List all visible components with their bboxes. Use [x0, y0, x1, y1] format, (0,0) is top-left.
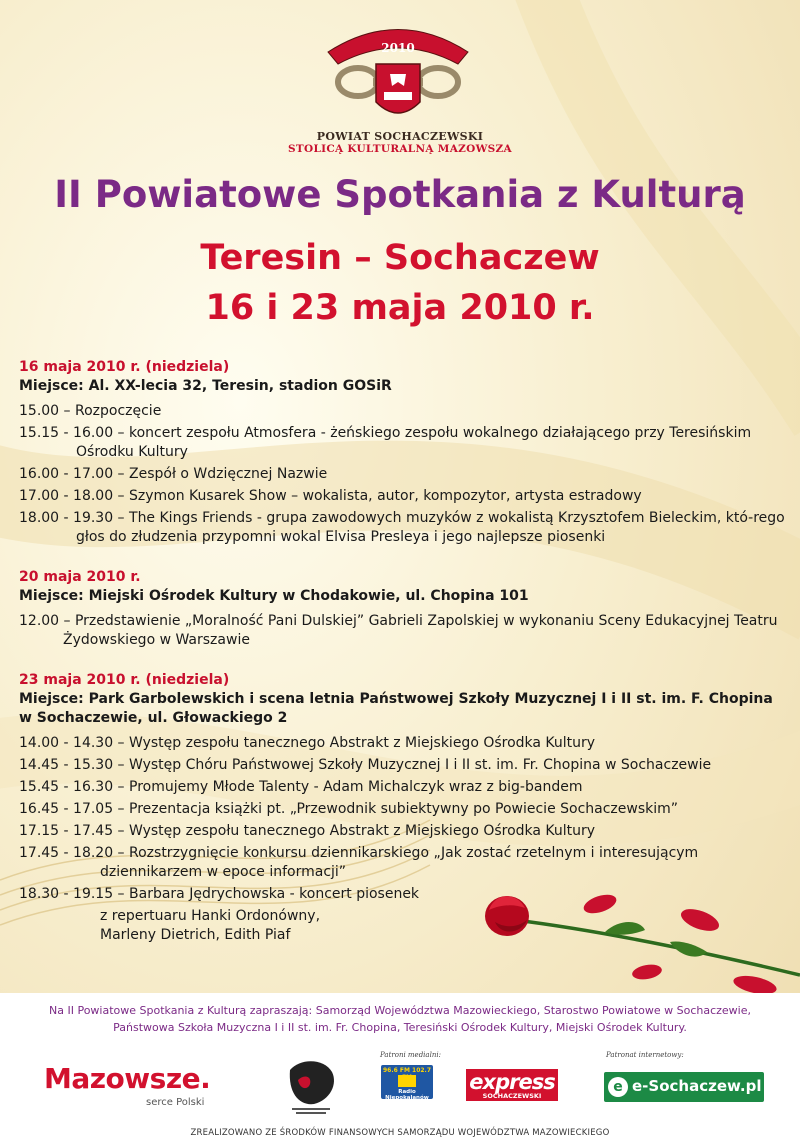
- radio-emblem-icon: [398, 1075, 416, 1087]
- schedule-section-1: [19, 358, 789, 547]
- mazowsze-tagline: serce Polski: [146, 1097, 205, 1108]
- internet-patron-label: Patronat internetowy:: [606, 1051, 684, 1059]
- radio-name: Radio Niepokalanów: [385, 1089, 429, 1101]
- schedule-item: 15.15 - 16.00 – koncert zespołu Atmosfera - żeńskiego zespołu wokalnego działającego przy Teresińskim Ośrodku Kultury: [19, 425, 752, 460]
- funding-note: ZREALIZOWANO ZE ŚRODKÓW FINANSOWYCH SAMORZĄDU WOJEWÓDZTWA MAZOWIECKIEGO: [190, 1128, 610, 1138]
- county-subtitle: STOLICĄ KULTURALNĄ MAZOWSZA: [288, 143, 512, 155]
- schedule-item: 17.15 - 17.45 – Występ zespołu tanecznego Abstrakt z Miejskiego Ośrodka Kultury: [19, 823, 596, 839]
- e-letter-icon: e: [608, 1077, 628, 1097]
- express-name: express: [469, 1070, 555, 1094]
- mazowsze-logo: Mazowsze.: [44, 1062, 211, 1095]
- media-patrons-label: Patroni medialni:: [380, 1051, 441, 1059]
- section-place: Miejsce: Miejski Ośrodek Kultury w Chodakowie, ul. Chopina 101: [19, 588, 529, 604]
- section-place: Miejsce: Al. XX-lecia 32, Teresin, stadion GOSiR: [19, 378, 392, 394]
- schedule-item: 14.00 - 14.30 – Występ zespołu tanecznego Abstrakt z Miejskiego Ośrodka Kultury: [19, 735, 596, 751]
- schedule: [19, 358, 789, 945]
- radio-frequencies: 96.6 FM 102.7: [382, 1067, 432, 1074]
- express-subtitle: SOCHACZEWSKI: [482, 1092, 542, 1100]
- organizers-text: [0, 1002, 800, 1036]
- county-crest-keys-icon: [318, 12, 478, 128]
- schedule-item-continuation: z repertuaru Hanki Ordonówny,: [100, 908, 321, 924]
- schedule-item: 18.30 - 19.15 – Barbara Jędrychowska - koncert piosenek: [19, 886, 420, 902]
- event-locations: Teresin – Sochaczew: [200, 238, 600, 278]
- section-date: 16 maja 2010 r. (niedziela): [19, 359, 230, 375]
- schedule-item: 15.45 - 16.30 – Promujemy Młode Talenty - Adam Michalczyk wraz z big-bandem: [19, 779, 583, 795]
- schedule-item: 17.45 - 18.20 – Rozstrzygnięcie konkursu dziennikarskiego „Jak zostać rzetelnym i interesującym dziennikarzem w epoce informacji”: [19, 845, 699, 880]
- organizers-line: Na II Powiatowe Spotkania z Kulturą zapraszają: Samorząd Województwa Mazowieckiego, Starostwo Powiatowe w Sochaczewie,: [49, 1004, 751, 1017]
- event-dates: 16 i 23 maja 2010 r.: [205, 288, 595, 328]
- schedule-item: 16.00 - 17.00 – Zespół o Wdzięcznej Nazwie: [19, 466, 328, 482]
- schedule-item: 12.00 – Przedstawienie „Moralność Pani Dulskiej” Gabrieli Zapolskiej w wykonaniu Sceny Edukacyjnej Teatru Żydowskiego w Warszawie: [19, 613, 778, 648]
- express-sochaczewski-logo: [466, 1069, 558, 1101]
- music-school-logo-icon: [280, 1050, 342, 1116]
- radio-niepokalanow-logo: [381, 1065, 433, 1099]
- schedule-item: 17.00 - 18.00 – Szymon Kusarek Show – wokalista, autor, kompozytor, artysta estradowy: [19, 488, 642, 504]
- logo-year: 2010: [381, 41, 415, 55]
- schedule-item-continuation: Marleny Dietrich, Edith Piaf: [100, 927, 291, 943]
- footer: [0, 993, 800, 1147]
- red-rose-icon: [455, 880, 800, 1000]
- e-sochaczew-logo: [604, 1072, 764, 1102]
- schedule-item: 18.00 - 19.30 – The Kings Friends - grupa zawodowych muzyków z wokalistą Krzysztofem Bieleckim, któ-rego głos do złudzenia przypomni wokal Elvisa Presleya i jego najlepsze piosenki: [19, 510, 785, 545]
- section-date: 20 maja 2010 r.: [19, 569, 141, 585]
- schedule-section-2: [19, 568, 789, 650]
- schedule-item: 14.45 - 15.30 – Występ Chóru Państwowej Szkoły Muzycznej I i II st. im. Fr. Chopina w Sochaczewie: [19, 757, 712, 773]
- schedule-item: 16.45 - 17.05 – Prezentacja książki pt. „Przewodnik subiektywny po Powiecie Sochaczewskim”: [19, 801, 679, 817]
- e-sochaczew-text: e-Sochaczew.pl: [632, 1077, 762, 1095]
- county-name: POWIAT SOCHACZEWSKI: [316, 130, 484, 143]
- event-title: II Powiatowe Spotkania z Kulturą: [54, 173, 746, 216]
- section-date: 23 maja 2010 r. (niedziela): [19, 672, 230, 688]
- schedule-item: 15.00 – Rozpoczęcie: [19, 403, 162, 419]
- section-place: Miejsce: Park Garbolewskich i scena letnia Państwowej Szkoły Muzycznej I i II st. im. F. Chopina w Sochaczewie, ul. Głowackiego 2: [19, 691, 773, 726]
- organizers-line: Państwowa Szkoła Muzyczna I i II st. im. Fr. Chopina, Teresiński Ośrodek Kultury, Miejski Ośrodek Kultury.: [113, 1021, 687, 1034]
